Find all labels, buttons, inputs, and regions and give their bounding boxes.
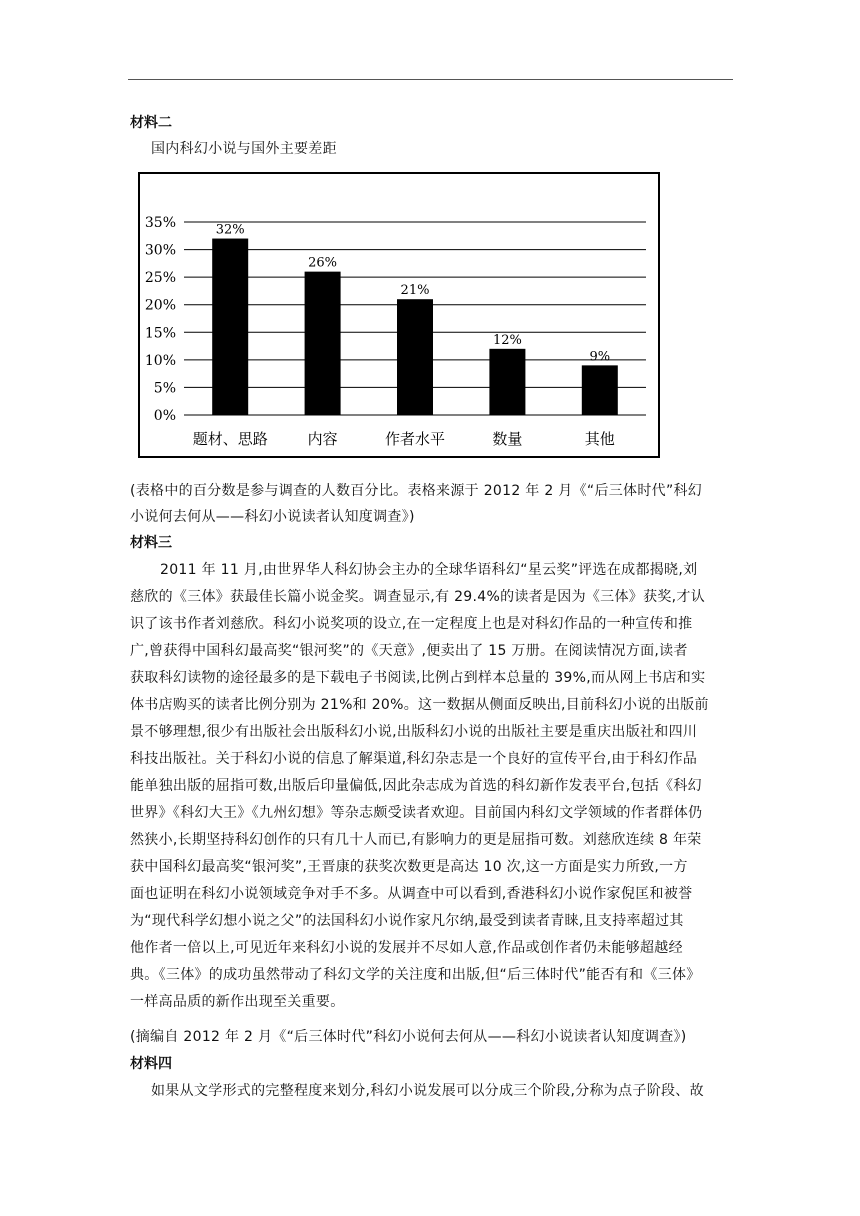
chart-note-line-2: 小说何去何从——科幻小说读者认知度调查》) [130, 509, 415, 525]
y-tick-label: 35% [144, 215, 176, 231]
material3-line: 科技出版社。关于科幻小说的信息了解渠道,科幻杂志是一个良好的宣传平台,由于科幻作品 [130, 751, 698, 767]
material3-line: 获取科幻读物的途径最多的是下载电子书阅读,比例占到样本总量的 39%,而从网上书店和实 [130, 670, 706, 686]
x-category-label: 作者水平 [384, 430, 446, 448]
material3-line: 能单独出版的屈指可数,出版后印量偏低,因此杂志成为首选的科幻新作发表平台,包括《科幻 [130, 778, 702, 794]
material3-line: 一样高品质的新作出现至关重要。 [130, 994, 345, 1010]
material3-line: 景不够理想,很少有出版社会出版科幻小说,出版科幻小说的出版社主要是重庆出版社和四川 [130, 724, 698, 740]
material3-line: 慈欣的《三体》获最佳长篇小说金奖。调查显示,有 29.4%的读者是因为《三体》获奖,才认 [130, 589, 706, 605]
bar [489, 349, 525, 415]
bar-value-label: 26% [308, 255, 338, 271]
material4-heading: 材料四 [130, 1056, 172, 1072]
bar-value-label: 12% [492, 332, 522, 348]
bar [397, 299, 433, 415]
material2-heading: 材料二 [130, 115, 172, 131]
material3-line: 为“现代科学幻想小说之父”的法国科幻小说作家凡尔纳,最受到读者青睐,且支持率超过其 [130, 913, 684, 929]
bar-value-label: 9% [589, 349, 611, 365]
chart-caption: 国内科幻小说与国外主要差距 [151, 141, 337, 157]
x-category-label: 内容 [307, 430, 338, 448]
y-tick-label: 25% [144, 270, 176, 287]
y-tick-label: 0% [153, 408, 176, 424]
bar-value-label: 32% [215, 222, 245, 238]
y-tick-label: 15% [144, 325, 176, 342]
bar [212, 239, 248, 415]
bar-chart [138, 172, 660, 458]
material3-line: 识了该书作者刘慈欣。科幻小说奖项的设立,在一定程度上也是对科幻作品的一种宣传和推 [130, 616, 693, 632]
material3-source: (摘编自 2012 年 2 月《“后三体时代”科幻小说何去何从——科幻小说读者认知度调查》) [130, 1029, 687, 1045]
bar [305, 272, 341, 415]
y-tick-label: 20% [144, 297, 176, 314]
material3-line: 然狭小,长期坚持科幻创作的只有几十人而已,有影响力的更是屈指可数。刘慈欣连续 8 年荣 [130, 832, 702, 848]
top-rule [128, 79, 733, 80]
material3-heading: 材料三 [130, 535, 172, 551]
y-tick-label: 10% [144, 352, 176, 369]
bar [582, 365, 618, 415]
material3-line: 广,曾获得中国科幻最高奖“银河奖”的《天意》,便卖出了 15 万册。在阅读情况方面,读者 [130, 643, 688, 659]
x-category-label: 其他 [584, 430, 615, 448]
material3-line: 体书店购买的读者比例分别为 21%和 20%。这一数据从侧面反映出,目前科幻小说的出版前 [130, 697, 709, 713]
material3-line: 面也证明在科幻小说领域竞争对手不多。从调查中可以看到,香港科幻小说作家倪匡和被誉 [130, 886, 693, 902]
chart-note-line-1: (表格中的百分数是参与调查的人数百分比。表格来源于 2012 年 2 月《“后三体时代”科幻 [130, 483, 703, 499]
x-category-label: 题材、思路 [192, 430, 268, 448]
x-category-label: 数量 [492, 430, 523, 448]
material3-line: 2011 年 11 月,由世界华人科幻协会主办的全球华语科幻“星云奖”评选在成都揭晓,刘 [160, 562, 698, 578]
material3-line: 典。《三体》的成功虽然带动了科幻文学的关注度和出版,但“后三体时代”能否有和《三体》 [130, 967, 701, 983]
bar-value-label: 21% [400, 283, 430, 299]
material3-line: 他作者一倍以上,可见近年来科幻小说的发展并不尽如人意,作品或创作者仍未能够超越经 [130, 940, 683, 956]
material3-line: 获中国科幻最高奖“银河奖”,王晋康的获奖次数更是高达 10 次,这一方面是实力所致,一方 [130, 859, 688, 875]
y-tick-label: 5% [153, 380, 176, 397]
material3-line: 世界》《科幻大王》《九州幻想》等杂志颇受读者欢迎。目前国内科幻文学领域的作者群体仍 [130, 805, 703, 821]
y-tick-label: 30% [144, 242, 176, 259]
material4-line: 如果从文学形式的完整程度来划分,科幻小说发展可以分成三个阶段,分称为点子阶段、故 [151, 1083, 704, 1099]
